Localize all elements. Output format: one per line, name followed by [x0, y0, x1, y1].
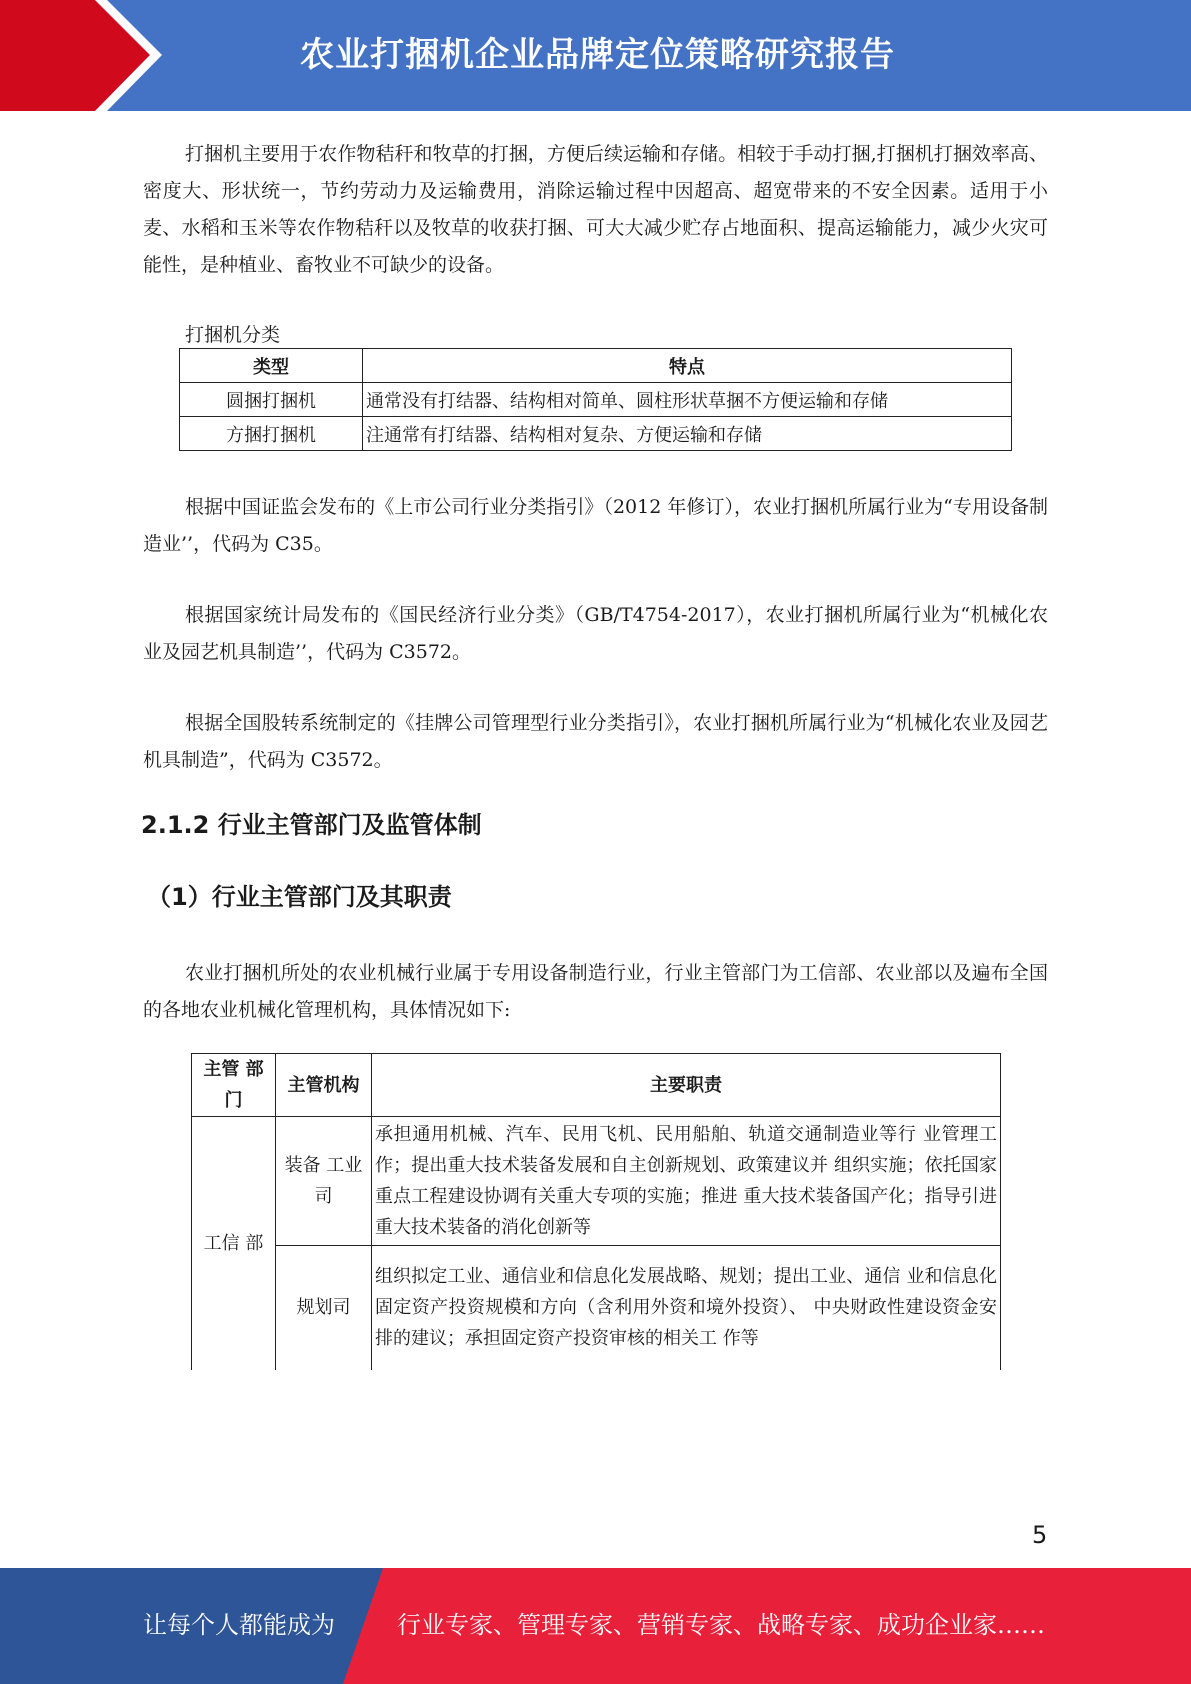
- intro-paragraph: 打捆机主要用于农作物秸秆和牧草的打捆，方便后续运输和存储。相较于手动打捆,打捆机打捆效率高、密度大、形状统一，节约劳动力及运输费用，消除运输过程中因超高、超宽带来的不安全因素。适用于小麦、水稻和玉米等农作物秸秆以及牧草的收获打捆、可大大减少贮存占地面积、提高运输能力，减少火灾可能性，是种植业、畜牧业不可缺少的设备。: [143, 143, 1048, 276]
- table-row: [192, 1117, 1001, 1246]
- table-cell: 圆捆打捆机: [180, 383, 363, 417]
- table-cell: 注通常有打结器、结构相对复杂、方便运输和存储: [363, 417, 1012, 451]
- column-header-duties: 主要职责: [372, 1054, 1001, 1117]
- paragraph-csrc: 根据中国证监会发布的《上市公司行业分类指引》（2012 年修订），农业打捆机所属行业为“专用设备制造业’’，代码为 C35。: [143, 496, 1048, 555]
- agency-cell: 装备 工业司: [276, 1117, 372, 1246]
- table-row: [180, 383, 1012, 417]
- subsection-heading: （1）行业主管部门及其职责: [147, 883, 452, 911]
- paragraph-neeq: 根据全国股转系统制定的《挂牌公司管理型行业分类指引》，农业打捆机所属行业为“机械化农业及园艺机具制造”，代码为 C3572。: [143, 712, 1048, 771]
- page-footer: [0, 1568, 1191, 1684]
- agency-cell: 规划司: [276, 1246, 372, 1370]
- table-header-row: [192, 1054, 1001, 1117]
- section-heading: 2.1.2 行业主管部门及监管体制: [141, 811, 482, 839]
- authority-intro-paragraph: 农业打捆机所处的农业机械行业属于专用设备制造行业，行业主管部门为工信部、农业部以及遍布全国的各地农业机械化管理机构，具体情况如下:: [143, 962, 1048, 1021]
- footer-slogan-left: 让每个人都能成为: [143, 1611, 335, 1639]
- column-header-type: 类型: [180, 349, 363, 383]
- table-caption: 打捆机分类: [185, 324, 281, 346]
- table-header-row: [180, 349, 1012, 383]
- column-header-features: 特点: [363, 349, 1012, 383]
- table-row: [180, 417, 1012, 451]
- department-cell: 工信 部: [192, 1117, 276, 1370]
- page-header: [0, 0, 1191, 111]
- duty-cell: 承担通用机械、汽车、民用飞机、民用船舶、轨道交通制造业等行 业管理工作；提出重大技术装备发展和自主创新规划、政策建议并 组织实施；依托国家重点工程建设协调有关重大专项的实施；推进 重大技术装备国产化；指导引进重大技术装备的消化创新等: [372, 1117, 1001, 1246]
- report-title: 农业打捆机企业品牌定位策略研究报告: [300, 35, 895, 75]
- table-cell: 方捆打捆机: [180, 417, 363, 451]
- column-header-agency: 主管机构: [276, 1054, 372, 1117]
- table-cell: 通常没有打结器、结构相对简单、圆柱形状草捆不方便运输和存储: [363, 383, 1012, 417]
- table-row: [192, 1246, 1001, 1370]
- page-number: 5: [1032, 1521, 1048, 1549]
- duty-cell: 组织拟定工业、通信业和信息化发展战略、规划；提出工业、通信 业和信息化固定资产投资规模和方向（含利用外资和境外投资）、 中央财政性建设资金安排的建议；承担固定资产投资审核的相关工 作等: [372, 1246, 1001, 1370]
- classification-table: [179, 348, 1012, 451]
- authority-table: [191, 1053, 1001, 1370]
- footer-slogan-right: 行业专家、管理专家、营销专家、战略专家、成功企业家……: [397, 1611, 1045, 1639]
- column-header-department: 主管 部门: [192, 1054, 276, 1117]
- paragraph-nbs: 根据国家统计局发布的《国民经济行业分类》（GB/T4754-2017），农业打捆机所属行业为“机械化农业及园艺机具制造’’，代码为 C3572。: [143, 604, 1048, 663]
